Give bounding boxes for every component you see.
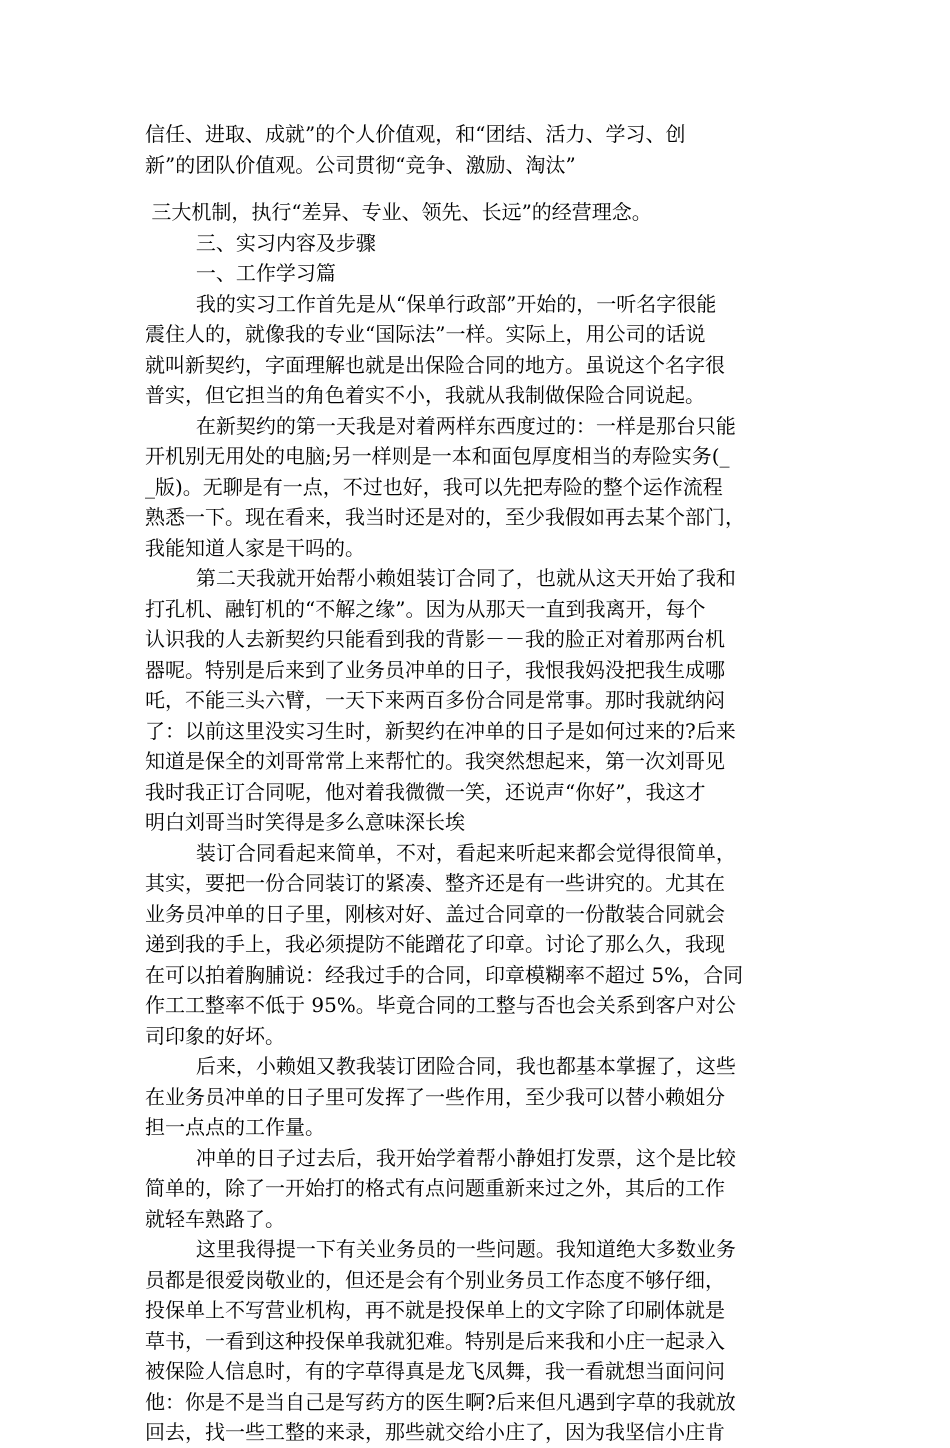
text-block-top: [145, 119, 810, 180]
text-line: 回去，找一些工整的来录，那些就交给小庄了，因为我坚信小庄肯: [145, 1420, 725, 1444]
text-line: 震住人的，就像我的专业“国际法”一样。实际上，用公司的话说: [145, 322, 706, 346]
text-line: 器呢。特别是后来到了业务员冲单的日子，我恨我妈没把我生成哪: [145, 657, 725, 682]
text-line: 信任、进取、成就”的个人价值观，和“团结、活力、学习、创: [145, 122, 686, 146]
text-line: _版)。无聊是有一点，不过也好，我可以先把寿险的整个运作流程: [145, 474, 723, 499]
text-line: 员都是很爱岗敬业的，但还是会有个别业务员工作态度不够仔细，: [145, 1267, 725, 1292]
text-line: 认识我的人去新契约只能看到我的背影－－我的脸正对着那两台机: [145, 627, 725, 651]
text-line: 在业务员冲单的日子里可发挥了一些作用，至少我可以替小赖姐分: [145, 1084, 725, 1109]
text-line: 熟悉一下。现在看来，我当时还是对的，至少我假如再去某个部门，: [145, 505, 745, 529]
text-line: 在新契约的第一天我是对着两样东西度过的：一样是那台只能: [145, 413, 736, 438]
text-line: 我时我正订合同呢，他对着我微微一笑，还说声“你好”，我这才: [145, 779, 706, 804]
text-line: 其实，要把一份合同装订的紧凑、整齐还是有一些讲究的。尤其在: [145, 871, 725, 895]
text-line: 投保单上不写营业机构，再不就是投保单上的文字除了印刷体就是: [145, 1298, 725, 1322]
text-line: 作工工整率不低于 95%。毕竟合同的工整与否也会关系到客户对公: [145, 993, 736, 1017]
text-line: 打孔机、融钉机的“不解之缘”。因为从那天一直到我离开，每个: [145, 596, 706, 621]
text-line: 知道是保全的刘哥常常上来帮忙的。我突然想起来，第一次刘哥见: [145, 749, 725, 773]
text-line: 就叫新契约，字面理解也就是出保险合同的地方。虽说这个名字很: [145, 352, 725, 377]
text-line: 吒，不能三头六臂，一天下来两百多份合同是常事。那时我就纳闷: [145, 688, 725, 712]
text-block-body: [145, 197, 810, 1448]
text-line: 草书，一看到这种投保单我就犯难。特别是后来我和小庄一起录入: [145, 1328, 725, 1353]
text-line: 三大机制，执行“差异、专业、领先、长远”的经营理念。: [145, 200, 652, 224]
text-line: 后来，小赖姐又教我装订团险合同，我也都基本掌握了，这些: [145, 1054, 736, 1078]
text-line: 被保险人信息时，有的字草得真是龙飞凤舞，我一看就想当面问问: [145, 1359, 725, 1383]
text-line: 在可以拍着胸脯说：经我过手的合同，印章模糊率不超过 5%，合同: [145, 962, 744, 987]
text-line: 冲单的日子过去后，我开始学着帮小静姐打发票，这个是比较: [145, 1145, 736, 1170]
text-line: 装订合同看起来简单，不对，看起来听起来都会觉得很简单，: [145, 840, 736, 865]
text-line: 一、工作学习篇: [145, 261, 336, 285]
text-line: 我能知道人家是干吗的。: [145, 535, 365, 560]
text-line: 普实，但它担当的角色着实不小，我就从我制做保险合同说起。: [145, 383, 705, 407]
text-line: 新”的团队价值观。公司贯彻“竞争、激励、淘汰”: [145, 152, 576, 177]
text-line: 我的实习工作首先是从“保单行政部”开始的，一听名字很能: [145, 291, 717, 316]
text-line: 这里我得提一下有关业务员的一些问题。我知道绝大多数业务: [145, 1237, 736, 1261]
text-line: 明白刘哥当时笑得是多么意味深长埃: [145, 810, 465, 834]
text-line: 第二天我就开始帮小赖姐装订合同了，也就从这天开始了我和: [145, 566, 736, 590]
text-line: 三、实习内容及步骤: [145, 230, 376, 255]
text-line: 他：你是不是当自己是写药方的医生啊?后来但凡遇到字草的我就放: [145, 1389, 736, 1414]
text-line: 担一点点的工作量。: [145, 1115, 325, 1139]
text-line: 开机别无用处的电脑;另一样则是一本和面包厚度相当的寿险实务(_: [145, 444, 730, 468]
text-line: 递到我的手上，我必须提防不能蹭花了印章。讨论了那么久，我现: [145, 932, 725, 956]
text-line: 简单的，除了一开始打的格式有点问题重新来过之外，其后的工作: [145, 1176, 725, 1200]
text-line: 就轻车熟路了。: [145, 1206, 285, 1231]
text-line: 业务员冲单的日子里，刚核对好、盖过合同章的一份散装合同就会: [145, 901, 725, 926]
text-line: 了：以前这里没实习生时，新契约在冲单的日子是如何过来的?后来: [145, 718, 736, 743]
text-line: 司印象的好坏。: [145, 1023, 285, 1048]
